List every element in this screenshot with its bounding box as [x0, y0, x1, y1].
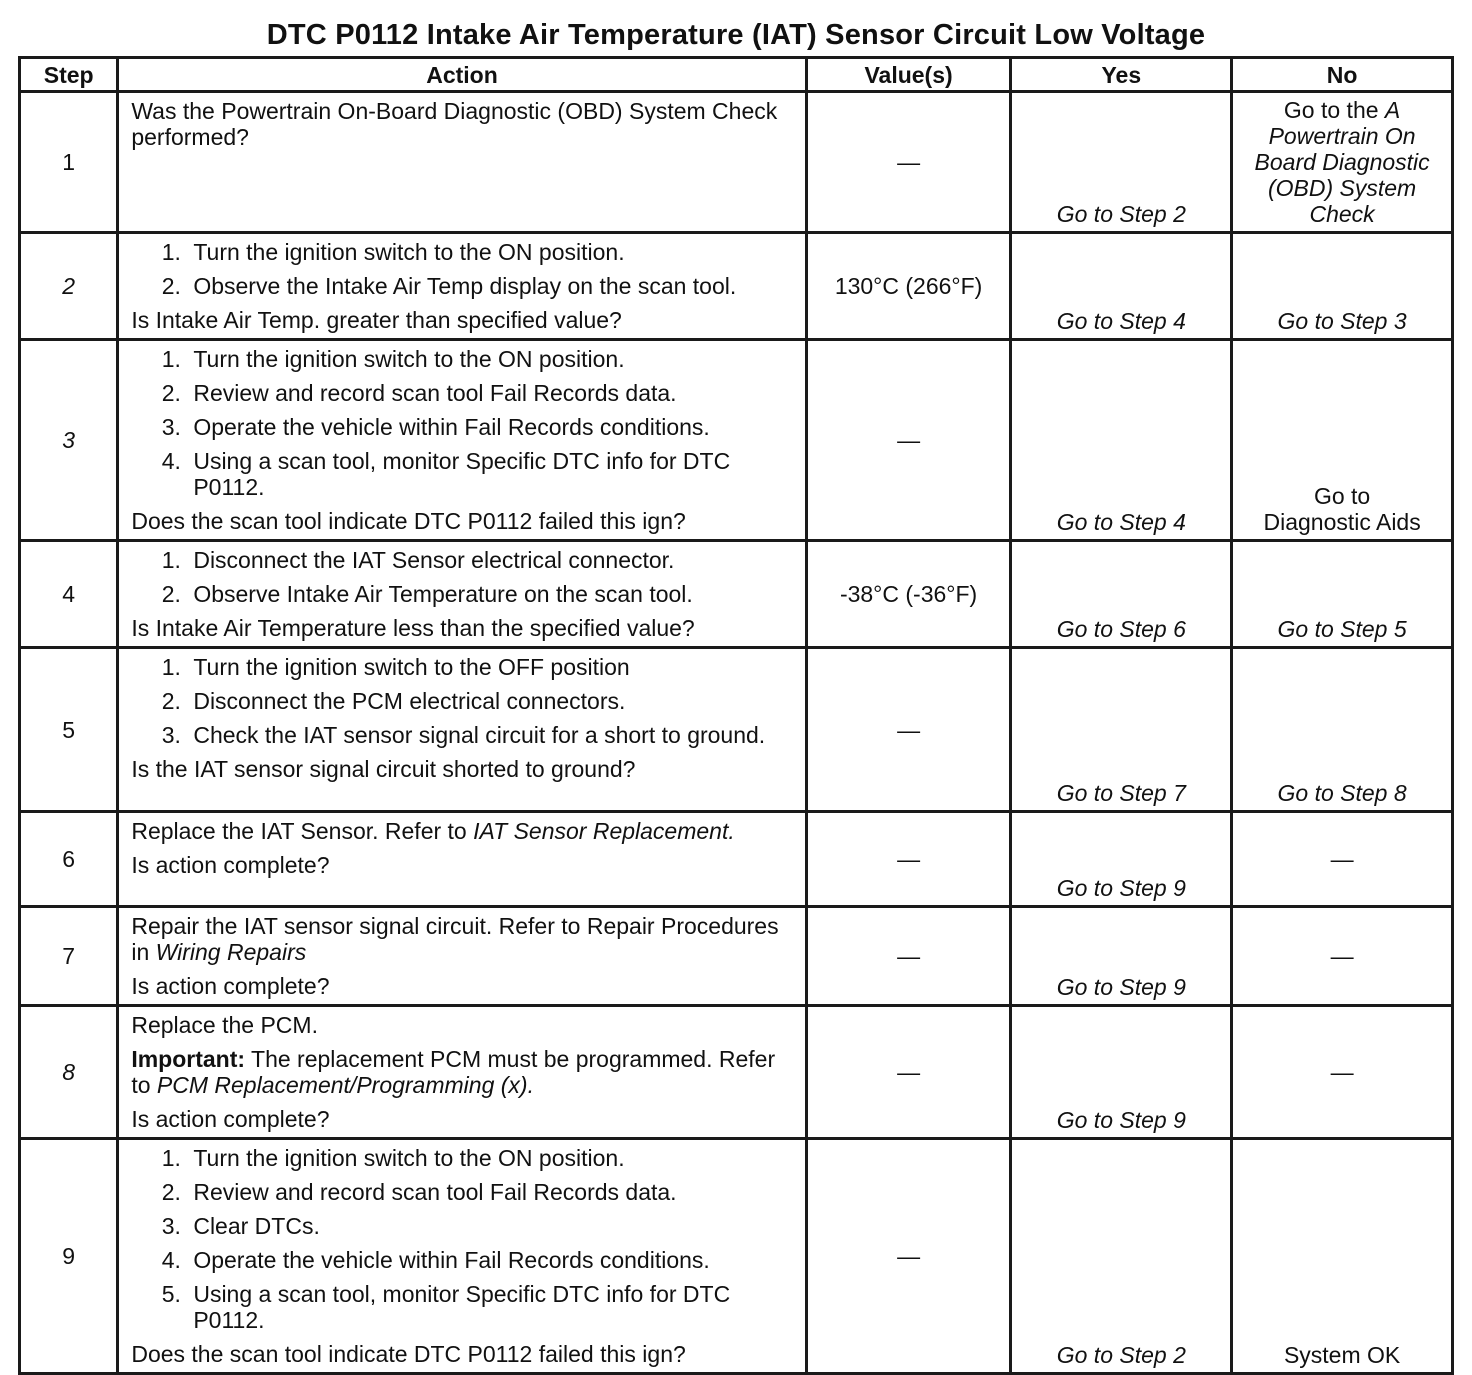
- yes-link[interactable]: Go to Step 9: [1011, 812, 1232, 907]
- value-cell: —: [806, 907, 1011, 1006]
- action-list: [131, 654, 794, 748]
- table-row-step-5: [20, 648, 1453, 812]
- yes-link[interactable]: Go to Step 9: [1011, 1006, 1232, 1139]
- no-link[interactable]: [1232, 648, 1453, 812]
- no-cell: System OK: [1232, 1139, 1453, 1374]
- no-cell: —: [1232, 812, 1453, 907]
- action-reference: Wiring Repairs: [155, 939, 307, 965]
- table-row-step-4: [20, 541, 1453, 648]
- yes-link[interactable]: Go to Step 4: [1011, 340, 1232, 541]
- action-question: Is Intake Air Temp. greater than specified value?: [131, 307, 622, 333]
- step-number: 2: [20, 233, 118, 340]
- action-reference: IAT Sensor Replacement.: [473, 818, 735, 844]
- step-number: 1: [20, 92, 118, 233]
- header-step: Step: [20, 58, 118, 92]
- action-question: Is Intake Air Temperature less than the specified value?: [131, 615, 695, 641]
- action-cell: [118, 1006, 806, 1139]
- action-cell: [118, 92, 806, 233]
- yes-link[interactable]: Go to Step 7: [1011, 648, 1232, 812]
- value-cell: —: [806, 812, 1011, 907]
- header-values: Value(s): [806, 58, 1011, 92]
- list-item: 1. Turn the ignition switch to the OFF position: [187, 654, 794, 680]
- table-row-step-7: [20, 907, 1453, 1006]
- step-number: 3: [20, 340, 118, 541]
- header-row: [20, 58, 1453, 92]
- header-yes: Yes: [1011, 58, 1232, 92]
- list-item: 2. Observe Intake Air Temperature on the scan tool.: [187, 581, 794, 607]
- action-question: Is action complete?: [131, 973, 330, 999]
- table-row-step-8: [20, 1006, 1453, 1139]
- no-link-text: Go to Step 3: [1277, 308, 1407, 334]
- action-cell: [118, 907, 806, 1006]
- no-link-prefix: Go to the: [1283, 97, 1385, 123]
- list-item: 4. Operate the vehicle within Fail Records conditions.: [187, 1247, 794, 1273]
- list-item: 2. Disconnect the PCM electrical connectors.: [187, 688, 794, 714]
- no-link-line-1: Go to: [1313, 483, 1371, 509]
- important-reference: PCM Replacement/Programming (x).: [156, 1072, 534, 1098]
- no-link-line-2: Diagnostic Aids: [1263, 509, 1421, 535]
- no-link[interactable]: [1232, 92, 1453, 233]
- action-question: Is action complete?: [131, 852, 330, 878]
- list-item: 1. Turn the ignition switch to the ON position.: [187, 1145, 794, 1171]
- list-item: 3. Clear DTCs.: [187, 1213, 794, 1239]
- action-question: Does the scan tool indicate DTC P0112 failed this ign?: [131, 1341, 686, 1367]
- step-number: 8: [20, 1006, 118, 1139]
- list-item: 5. Using a scan tool, monitor Specific DTC info for DTC P0112.: [187, 1281, 794, 1333]
- no-link[interactable]: [1232, 340, 1453, 541]
- action-text: [131, 818, 794, 844]
- action-text-plain: Replace the IAT Sensor. Refer to: [131, 818, 474, 844]
- value-cell: —: [806, 340, 1011, 541]
- step-number: 7: [20, 907, 118, 1006]
- yes-link[interactable]: Go to Step 9: [1011, 907, 1232, 1006]
- action-cell: [118, 812, 806, 907]
- no-link-text: Go to Step 5: [1277, 616, 1407, 642]
- action-list: [131, 547, 794, 607]
- action-text: Was the Powertrain On-Board Diagnostic (OBD) System Check performed?: [131, 98, 778, 150]
- table-row-step-6: [20, 812, 1453, 907]
- action-question: Is the IAT sensor signal circuit shorted to ground?: [131, 756, 636, 782]
- no-link[interactable]: [1232, 233, 1453, 340]
- action-question: Is action complete?: [131, 1106, 330, 1132]
- yes-link[interactable]: Go to Step 2: [1011, 92, 1232, 233]
- action-cell: [118, 340, 806, 541]
- value-cell: —: [806, 1006, 1011, 1139]
- action-question: Does the scan tool indicate DTC P0112 failed this ign?: [131, 508, 686, 534]
- list-item: 1. Turn the ignition switch to the ON position.: [187, 239, 794, 265]
- step-number: 4: [20, 541, 118, 648]
- value-cell: —: [806, 648, 1011, 812]
- action-cell: [118, 648, 806, 812]
- action-list: [131, 239, 794, 299]
- table-row-step-1: [20, 92, 1453, 233]
- action-text: Replace the PCM.: [131, 1012, 318, 1038]
- value-cell: 130°C (266°F): [806, 233, 1011, 340]
- value-cell: —: [806, 92, 1011, 233]
- header-action: Action: [118, 58, 806, 92]
- list-item: 2. Review and record scan tool Fail Records data.: [187, 1179, 794, 1205]
- list-item: 1. Disconnect the IAT Sensor electrical connector.: [187, 547, 794, 573]
- action-cell: [118, 1139, 806, 1374]
- action-list: [131, 1145, 794, 1333]
- no-link-text: Go to Step 8: [1277, 780, 1407, 806]
- action-list: [131, 346, 794, 500]
- important-text: The replacement PCM must be programmed. Refer to: [131, 1046, 776, 1098]
- important-label: Important:: [131, 1046, 246, 1072]
- action-cell: [118, 541, 806, 648]
- step-number: 5: [20, 648, 118, 812]
- step-number: 6: [20, 812, 118, 907]
- value-cell: —: [806, 1139, 1011, 1374]
- list-item: 3. Operate the vehicle within Fail Records conditions.: [187, 414, 794, 440]
- no-link-target: A Powertrain On Board Diagnostic (OBD) System Check: [1254, 97, 1430, 227]
- no-link[interactable]: [1232, 541, 1453, 648]
- header-no: No: [1232, 58, 1453, 92]
- list-item: 1. Turn the ignition switch to the ON position.: [187, 346, 794, 372]
- yes-link[interactable]: Go to Step 2: [1011, 1139, 1232, 1374]
- action-cell: [118, 233, 806, 340]
- value-cell: -38°C (-36°F): [806, 541, 1011, 648]
- list-item: 3. Check the IAT sensor signal circuit for a short to ground.: [187, 722, 794, 748]
- page-title: DTC P0112 Intake Air Temperature (IAT) Sensor Circuit Low Voltage: [266, 19, 1206, 51]
- no-cell: —: [1232, 907, 1453, 1006]
- list-item: 2. Review and record scan tool Fail Records data.: [187, 380, 794, 406]
- list-item: 2. Observe the Intake Air Temp display on the scan tool.: [187, 273, 794, 299]
- action-text: [131, 913, 794, 965]
- table-row-step-9: [20, 1139, 1453, 1374]
- table-row-step-2: [20, 233, 1453, 340]
- yes-link[interactable]: Go to Step 4: [1011, 233, 1232, 340]
- important-note: [131, 1046, 794, 1098]
- action-text-plain: Repair the IAT sensor signal circuit. Refer to Repair Procedures in: [131, 913, 779, 965]
- diagnostic-table: [18, 56, 1454, 1375]
- list-item: 4. Using a scan tool, monitor Specific DTC info for DTC P0112.: [187, 448, 794, 500]
- table-row-step-3: [20, 340, 1453, 541]
- step-number: 9: [20, 1139, 118, 1374]
- no-cell: —: [1232, 1006, 1453, 1139]
- yes-link[interactable]: Go to Step 6: [1011, 541, 1232, 648]
